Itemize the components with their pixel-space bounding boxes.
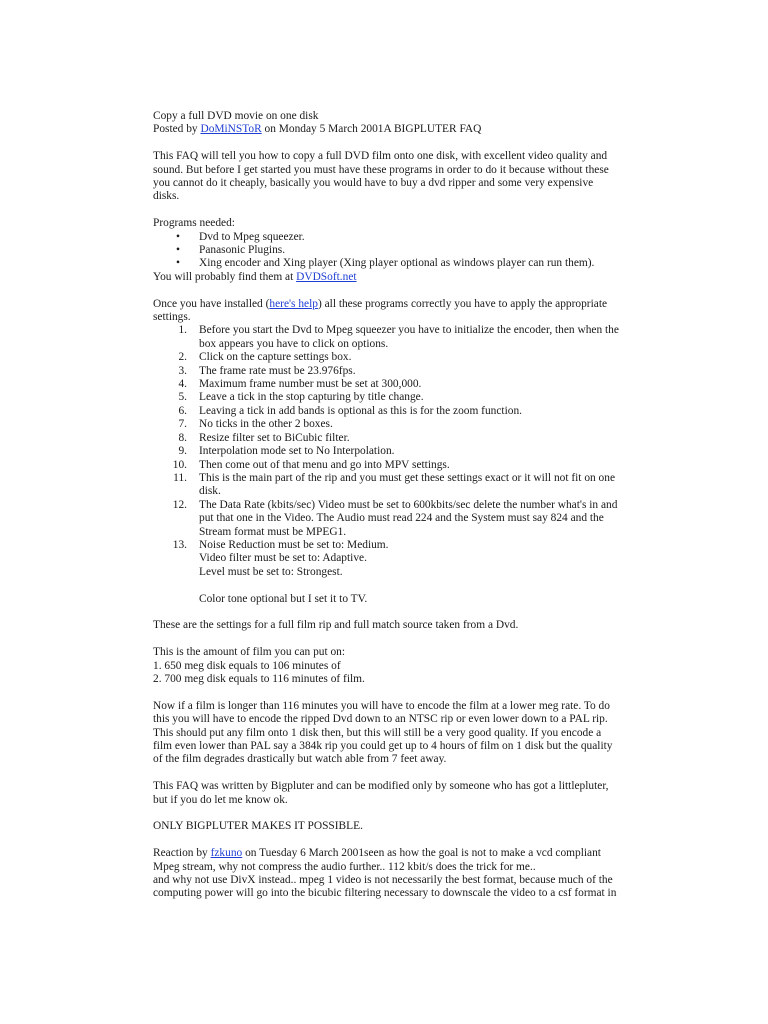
reaction-continued: and why not use DivX instead.. mpeg 1 video is not necessarily the best format, because much of the computing power will go into the bicubic filtering necessary to downscale the video to a csf format in [153,874,617,900]
help-link[interactable]: here's help [269,297,318,310]
programs-list [153,231,621,271]
amount-heading: This is the amount of film you can put on: [153,646,346,659]
bullet-icon: • [176,257,180,270]
list-item: 8. Resize filter set to BiCubic filter. [178,431,350,444]
list-item: 2. Click on the capture settings box. [178,351,352,364]
settings-note: These are the settings for a full film rip and full match source taken from a Dvd. [153,619,519,632]
reaction-paragraph: Reaction by fzkuno on Tuesday 6 March 2001seen as how the goal is not to make a vcd compliant Mpeg stream, why not compress the audio further.. 112 kbit/s does the trick for me.. [153,847,601,873]
list-item: 7. No ticks in the other 2 boxes. [178,418,333,431]
list-item: • Dvd to Mpeg squeezer. [176,230,305,243]
reaction-author-link[interactable]: fzkuno [210,847,243,860]
list-item: • Xing encoder and Xing player (Xing player optional as windows player can run them). [176,257,595,270]
bullet-icon: • [176,244,180,257]
level-line: Level must be set to: Strongest. [199,565,343,578]
list-item: 13. Noise Reduction must be set to: Medium. Video filter must be set to: Adaptive. Level must be set to: Strongest. Color tone optional but I set it to TV. [153,539,621,606]
longer-film-paragraph: Now if a film is longer than 116 minutes you will have to encode the film at a lower meg rate. To do this you will have to encode the ripped Dvd down to an NTSC rip or even lower down to a PAL rip. This should put any film onto 1 disk then, but this will still be a very good quality. If you encode a film even lower than PAL say a 384k rip you could get up to 4 hours of film on 1 disk but the quality of the film degrades drastically but watch able from 7 feet away. [153,699,613,766]
slogan: ONLY BIGPLUTER MAKES IT POSSIBLE. [153,820,363,833]
list-item: 6. Leaving a tick in add bands is optional as this is for the zoom function. [178,404,522,417]
list-item: • Panasonic Plugins. [176,244,286,257]
list-item: 1. Before you start the Dvd to Mpeg squeezer you have to initialize the encoder, then when the box appears you have to click on options. [178,324,619,350]
install-paragraph: Once you have installed (here's help) all these programs correctly you have to apply the appropriate settings. [153,297,608,324]
list-item: 5. Leave a tick in the stop capturing by title change. [178,391,424,404]
list-item: 10. Then come out of that menu and go into MPV settings. [172,458,450,471]
author-link[interactable]: DoMiNSToR [200,123,262,136]
list-item: 3. The frame rate must be 23.976fps. [178,364,356,377]
dvdsoft-link[interactable]: DVDSoft.net [296,270,357,283]
amount-line-650: 1. 650 meg disk equals to 106 minutes of [153,659,341,672]
intro-paragraph: This FAQ will tell you how to copy a full DVD film onto one disk, with excellent video quality and sound. But before I get started you must have these programs in order to do it because without these you cannot do it cheaply, basically you would have to buy a dvd ripper and some very expensive disks. [153,150,609,203]
download-line: You will probably find them at DVDSoft.net [153,270,357,283]
programs-heading: Programs needed: [153,217,235,230]
bullet-icon: • [176,230,180,243]
color-tone-line: Color tone optional but I set it to TV. [199,592,368,605]
written-by-paragraph: This FAQ was written by Bigpluter and can be modified only by someone who has got a littlepluter, but if you do let me know ok. [153,780,609,806]
document-title: Copy a full DVD movie on one disk [153,110,319,122]
list-item: 12. The Data Rate (kbits/sec) Video must be set to 600kbits/sec delete the number what's in and put that one in the Video. The Audio must read 224 and the System must say 824 and the Stream format must be MPEG1. [172,498,618,538]
list-item: 11. This is the main part of the rip and you must get these settings exact or it will not fit on one disk. [173,471,615,498]
amount-line-700: 2. 700 meg disk equals to 116 minutes of film. [153,672,365,685]
posted-line: Posted by DoMiNSToR on Monday 5 March 2001A BIGPLUTER FAQ [153,123,482,136]
settings-steps-list [153,324,621,606]
list-item: 9. Interpolation mode set to No Interpolation. [178,445,395,458]
faq-document [153,110,621,901]
list-item: 4. Maximum frame number must be set at 300,000. [178,378,422,391]
video-filter-line: Video filter must be set to: Adaptive. [199,552,367,565]
